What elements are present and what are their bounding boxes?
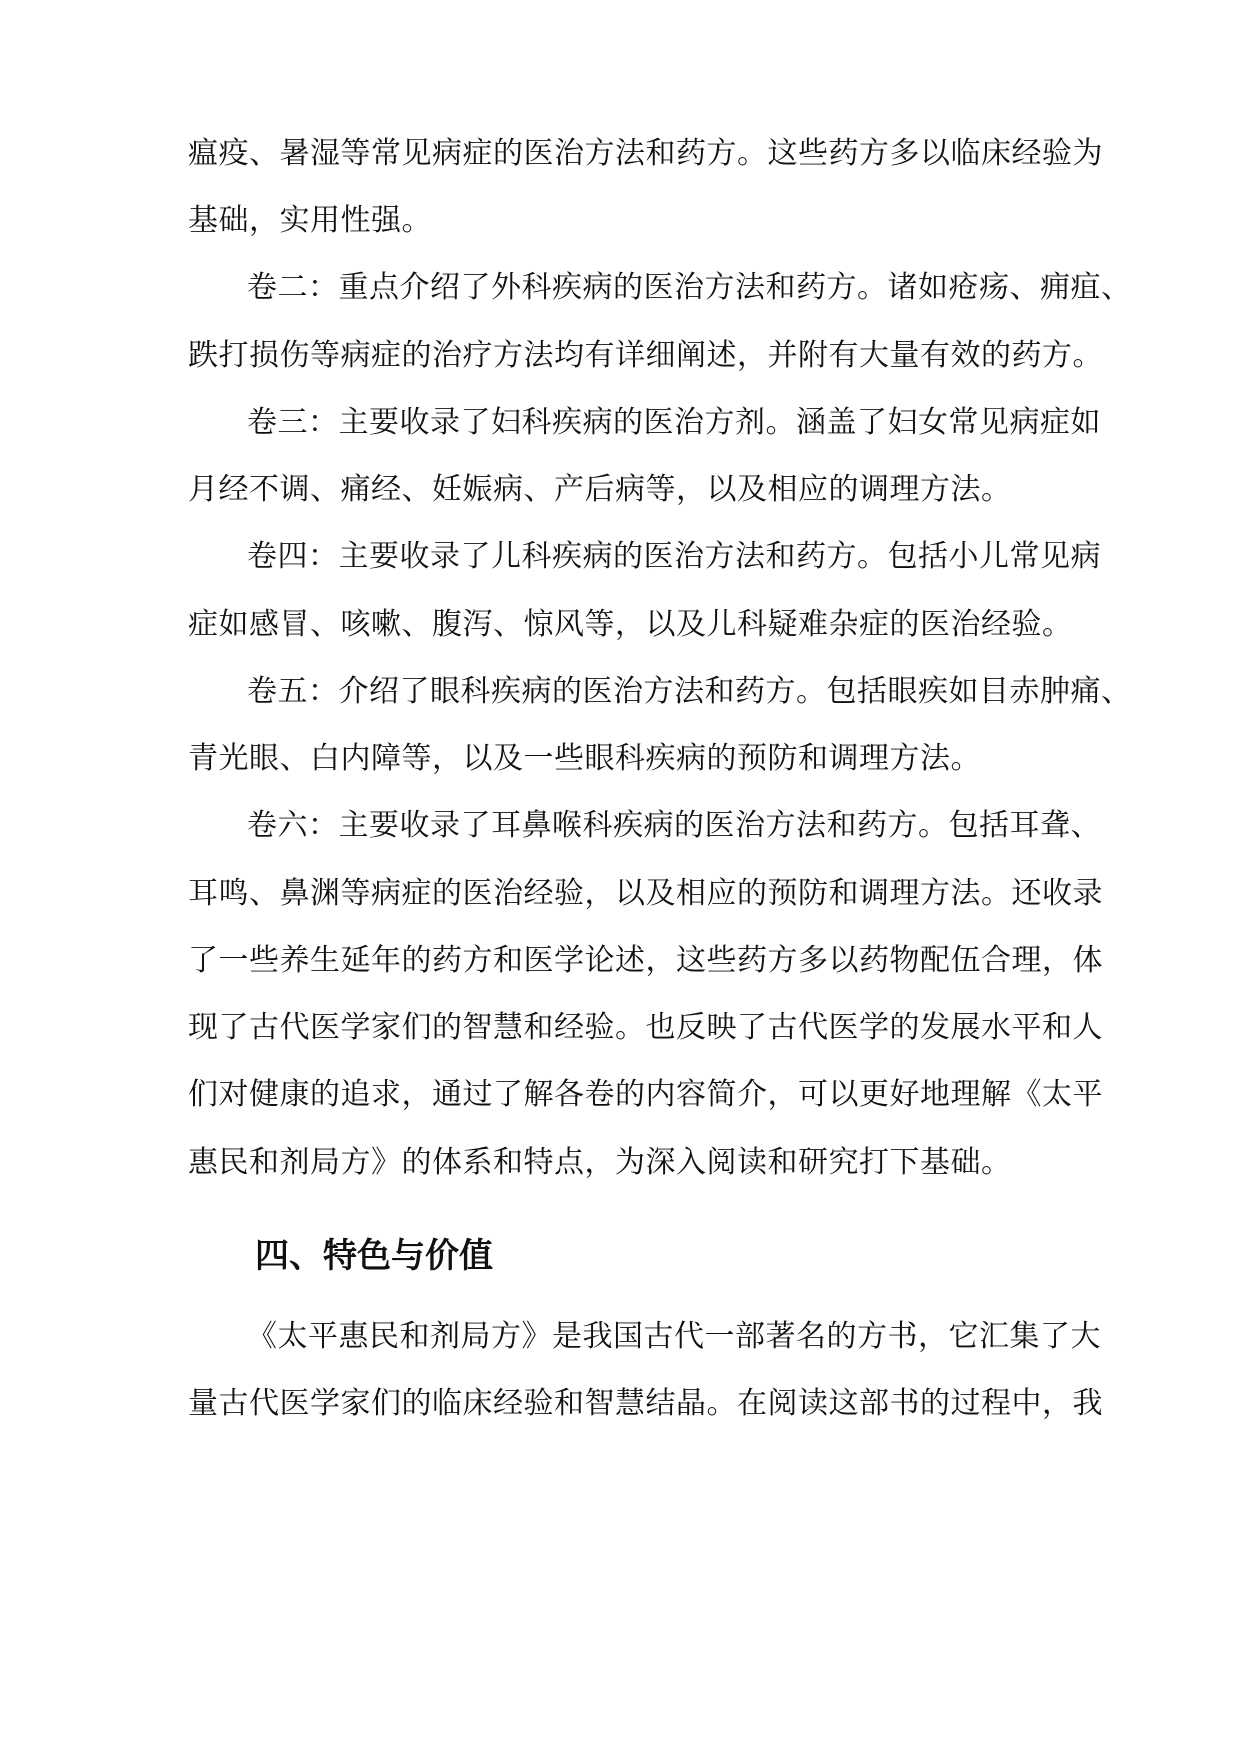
text-line: 症如感冒、咳嗽、腹泻、惊风等，以及儿科疑难杂症的医治经验。 <box>188 607 1073 642</box>
text-line: 跌打损伤等病症的治疗方法均有详细阐述，并附有大量有效的药方。 <box>188 338 1103 373</box>
section-heading: 四、特色与价值 <box>255 1236 493 1276</box>
text-line: 了一些养生延年的药方和医学论述，这些药方多以药物配伍合理，体 <box>188 943 1103 978</box>
text-line: 《太平惠民和剂局方》是我国古代一部著名的方书，它汇集了大 <box>247 1319 1101 1354</box>
text-line: 月经不调、痛经、妊娠病、产后病等，以及相应的调理方法。 <box>188 472 1012 507</box>
text-line: 量古代医学家们的临床经验和智慧结晶。在阅读这部书的过程中，我 <box>188 1386 1103 1421</box>
text-line: 基础，实用性强。 <box>188 203 432 238</box>
text-line: 卷四：主要收录了儿科疾病的医治方法和药方。包括小儿常见病 <box>247 539 1101 574</box>
text-line: 卷六：主要收录了耳鼻喉科疾病的医治方法和药方。包括耳聋、 <box>247 808 1101 843</box>
text-line: 们对健康的追求，通过了解各卷的内容简介，可以更好地理解《太平 <box>188 1077 1103 1112</box>
text-line: 卷二：重点介绍了外科疾病的医治方法和药方。诸如疮疡、痈疽、 <box>247 270 1132 305</box>
text-line: 青光眼、白内障等，以及一些眼科疾病的预防和调理方法。 <box>188 741 981 776</box>
text-line: 卷五：介绍了眼科疾病的医治方法和药方。包括眼疾如目赤肿痛、 <box>247 674 1132 709</box>
text-line: 现了古代医学家们的智慧和经验。也反映了古代医学的发展水平和人 <box>188 1010 1103 1045</box>
text-line: 瘟疫、暑湿等常见病症的医治方法和药方。这些药方多以临床经验为 <box>188 136 1103 171</box>
text-line: 卷三：主要收录了妇科疾病的医治方剂。涵盖了妇女常见病症如 <box>247 405 1101 440</box>
text-line: 惠民和剂局方》的体系和特点，为深入阅读和研究打下基础。 <box>188 1145 1012 1180</box>
text-line: 耳鸣、鼻渊等病症的医治经验，以及相应的预防和调理方法。还收录 <box>188 876 1103 911</box>
